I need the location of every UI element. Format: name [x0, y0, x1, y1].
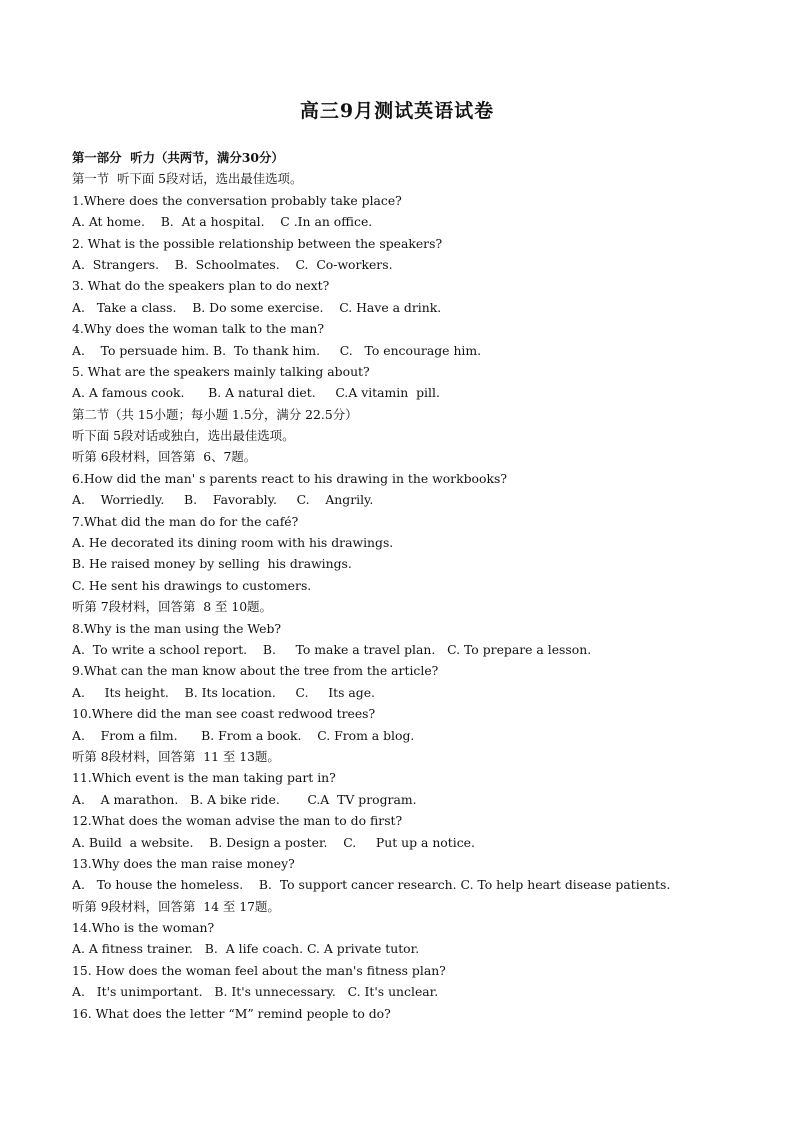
text-line: 第二节（共 15小题；每小题 1.5分，满分 22.5分） — [72, 406, 358, 422]
text-line: 13.Why does the man raise money? — [72, 855, 295, 871]
text-line: 10.Where did the man see coast redwood trees? — [72, 706, 376, 722]
text-line: 2. What is the possible relationship between the speakers? — [72, 235, 443, 251]
text-line: 1.Where does the conversation probably take place? — [72, 192, 402, 208]
text-line: A. A fitness trainer. B. A life coach. C. A private tutor. — [72, 941, 420, 957]
text-line: 11.Which event is the man taking part in? — [72, 770, 336, 786]
text-line: 16. What does the letter “M” remind people to do? — [72, 1005, 391, 1021]
text-line: A. He decorated its dining room with his drawings. — [72, 535, 394, 551]
section-heading: 第一部分 听力（共两节，满分30分） — [72, 150, 284, 165]
question-list — [72, 147, 772, 1024]
text-line: 15. How does the woman feel about the man's fitness plan? — [72, 962, 446, 978]
text-line: 14.Who is the woman? — [72, 920, 215, 936]
text-line: 听第 9段材料，回答第 14 至 17题。 — [72, 898, 280, 914]
text-line: C. He sent his drawings to customers. — [72, 577, 312, 593]
text-line: A. It's unimportant. B. It's unnecessary. C. It's unclear. — [72, 984, 439, 1000]
text-line: A. From a film. B. From a book. C. From a blog. — [72, 727, 415, 743]
text-line: 6.How did the man' s parents react to his drawing in the workbooks? — [72, 470, 507, 486]
text-line: 听第 6段材料，回答第 6、7题。 — [72, 449, 257, 465]
text-line: B. He raised money by selling his drawings. — [72, 556, 352, 572]
text-line: A. Build a website. B. Design a poster. C. Put up a notice. — [72, 834, 475, 850]
page-title: 高三9月测试英语试卷 — [299, 100, 495, 122]
text-line: A. A famous cook. B. A natural diet. C.A vitamin pill. — [72, 385, 440, 401]
text-line: 听第 7段材料，回答第 8 至 10题。 — [72, 599, 272, 615]
text-line: 4.Why does the woman talk to the man? — [72, 321, 324, 337]
text-line: A. To persuade him. B. To thank him. C. To encourage him. — [72, 342, 482, 358]
text-line: 听下面 5段对话或独白，选出最佳选项。 — [72, 428, 295, 444]
text-line: A. Take a class. B. Do some exercise. C. Have a drink. — [72, 299, 442, 315]
text-line: A. To write a school report. B. To make a travel plan. C. To prepare a lesson. — [72, 641, 592, 657]
text-line: A. A marathon. B. A bike ride. C.A TV program. — [72, 791, 417, 807]
text-line: 第一节 听下面 5段对话，选出最佳选项。 — [72, 171, 303, 187]
text-line: A. To house the homeless. B. To support cancer research. C. To help heart disease patients. — [72, 877, 671, 893]
text-line: 8.Why is the man using the Web? — [72, 620, 282, 636]
text-line: 12.What does the woman advise the man to do first? — [72, 813, 403, 829]
text-line: 9.What can the man know about the tree from the article? — [72, 663, 439, 679]
text-line: 3. What do the speakers plan to do next? — [72, 278, 330, 294]
text-line: A. At home. B. At a hospital. C .In an office. — [72, 214, 373, 230]
text-line: A. Worriedly. B. Favorably. C. Angrily. — [72, 492, 374, 508]
text-line: 听第 8段材料，回答第 11 至 13题。 — [72, 748, 280, 764]
text-line: A. Strangers. B. Schoolmates. C. Co-workers. — [72, 256, 393, 272]
text-line: 7.What did the man do for the café? — [72, 513, 299, 529]
text-line: 5. What are the speakers mainly talking about? — [72, 363, 370, 379]
text-line: A. Its height. B. Its location. C. Its age. — [72, 684, 375, 700]
